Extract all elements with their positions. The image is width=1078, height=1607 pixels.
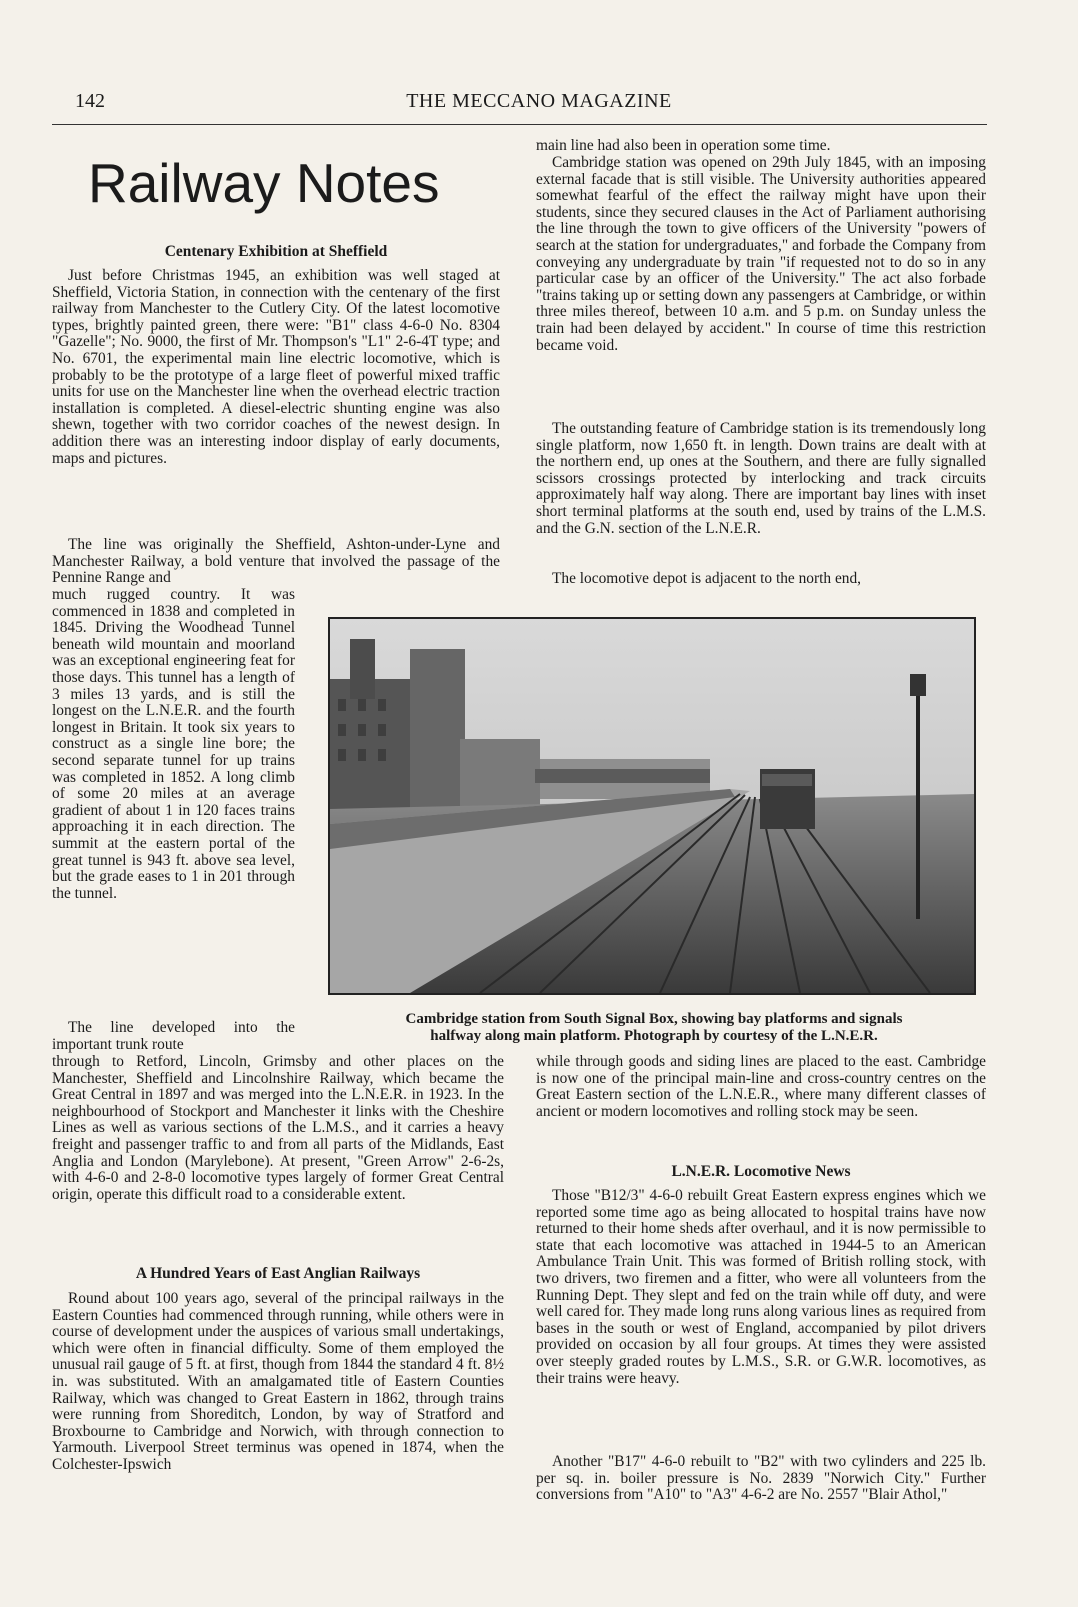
- paragraph-sheffield-exhibition: Just before Christmas 1945, an exhibition was well staged at Sheffield, Victoria Station, in connection with the centenary of the first railway from Manchester to the Cutlery City. Of the latest locomotive types, brightly painted green, there were: "B1" class 4-6-0 No. 8304 "Gazelle"; No. 9000, the first of Mr. Thompson's "L1" 2-6-4T type; and No. 6701, the experimental main line electric locomotive, which is probably to be the prototype of a large fleet of powerful mixed traffic units for use on the Manchester line when the overhead electric traction installation is completed. A diesel-electric shunting engine was also shewn, together with two corridor coaches of the newest design. In addition there was an interesting indoor display of early documents, maps and pictures.: [52, 267, 500, 467]
- paragraph-sheffield-history: The line was originally the Sheffield, Ashton-under-Lyne and Manchester Railway, a bold venture that involved the passage of the Pennine Range and: [52, 536, 500, 587]
- magazine-title: THE MECCANO MAGAZINE: [406, 90, 672, 112]
- paragraph-main-line: main line had also been in operation some time.: [536, 137, 831, 154]
- section-heading-east-anglian: A Hundred Years of East Anglian Railways: [135, 1265, 421, 1282]
- photo-caption: [320, 1011, 988, 1045]
- paragraph-cambridge-platform: The outstanding feature of Cambridge station is its tremendously long single platform, now 1,650 ft. in length. Down trains are dealt with at the northern end, up ones at the Southern, and there are fully signalled scissors crossings protected by interlocking and track circuits approximately half way along. There are important bay lines with inset short terminal platforms at the south end, used by trains of the L.M.S. and the G.N. section of the L.N.E.R.: [536, 420, 986, 537]
- paragraph-cambridge-station: Cambridge station was opened on 29th July 1845, with an imposing external facade that is still visible. The University authorities appeared somewhat fearful of the effect the railway might have upon their students, since they secured clauses in the Act of Parliament authorising the line through the town to give officers of the University "powers of search at the station for undergraduates," and forbade the Company from conveying any undergraduate by train "if requested not to do so in any particular case by an officer of the University." The act also forbade "trains taking up or setting down any passengers at Cambridge, or within three miles thereof, between 10 a.m. and 5 p.m. on Sunday unless the train had been delayed by accident." In course of time this restriction became void.: [536, 154, 986, 354]
- paragraph-trunk-route: through to Retford, Lincoln, Grimsby and other places on the Manchester, Sheffield and Lincolnshire Railway, which became the Great Central in 1897 and was merged into the L.N.E.R. in 1923. In the neighbourhood of Stockport and Manchester it links with the Cheshire Lines as well as various sections of the L.M.S., and it carries a heavy freight and passenger traffic to and from all parts of the Midlands, East Anglia and London (Marylebone). At present, "Green Arrow" 2-6-2s, with 4-6-0 and 2-8-0 locomotive types largely of former Great Central origin, operate this difficult road to a considerable extent.: [52, 1053, 504, 1203]
- photo-caption-line-1: Cambridge station from South Signal Box, showing bay platforms and signals: [405, 1011, 903, 1027]
- paragraph-woodhead-tunnel: much rugged country. It was commenced in 1838 and completed in 1845. Driving the Woodhead Tunnel beneath wild mountain and moorland was an exceptional engineering feat for those days. This tunnel has a length of 3 miles 13 yards, and is still the longest on the L.N.E.R. and the fourth longest in Britain. It took six years to construct as a single line bore; the second separate tunnel for up trains was completed in 1852. A long climb of some 20 miles at an average gradient of about 1 in 120 faces trains approaching it in each direction. The summit at the eastern portal of the great tunnel is 943 ft. above sea level, but the grade eases to 1 in 201 through the tunnel.: [52, 586, 295, 902]
- paragraph-trunk-route-start: The line developed into the important trunk route: [52, 1019, 295, 1053]
- header-rule: [52, 124, 987, 125]
- section-heading-sheffield: Centenary Exhibition at Sheffield: [164, 243, 388, 260]
- station-photograph: [328, 617, 976, 995]
- paragraph-locomotive-depot: The locomotive depot is adjacent to the north end,: [552, 570, 862, 587]
- paragraph-b17-rebuild: Another "B17" 4-6-0 rebuilt to "B2" with two cylinders and 225 lb. per sq. in. boiler pressure is No. 2839 "Norwich City." Further conversions from "A10" to "A3" 4-6-2 are No. 2557 "Blair Athol,": [536, 1453, 986, 1504]
- station-photo-illustration: [330, 619, 974, 993]
- paragraph-goods-lines: while through goods and siding lines are placed to the east. Cambridge is now one of the principal main-line and cross-country centres on the Great Eastern section of the L.N.E.R., where many different classes of ancient or modern locomotives and rolling stock may be seen.: [536, 1053, 986, 1120]
- paragraph-ambulance-trains: Those "B12/3" 4-6-0 rebuilt Great Eastern express engines which we reported some time ago as being allocated to hospital trains have now returned to their home sheds after overhaul, and it is now permissible to state that each locomotive was attached in 1944-5 to an American Ambulance Train Unit. This was formed of British rolling stock, with two drivers, two firemen and a fitter, who were all volunteers from the Running Dept. They slept and fed on the train while off duty, and were well cared for. They made long runs along various lines as required from bases in the south or west of England, accompanied by pilot drivers provided on occasion by all four groups. At times they were assisted over steeply graded routes by L.M.S., S.R. or G.W.R. locomotives, as their trains were heavy.: [536, 1187, 986, 1387]
- article-title: Railway Notes: [88, 152, 440, 214]
- section-heading-lner-news: L.N.E.R. Locomotive News: [671, 1163, 851, 1180]
- photo-caption-line-2: halfway along main platform. Photograph by courtesy of the L.N.E.R.: [430, 1028, 878, 1044]
- page-number: 142: [75, 90, 105, 112]
- paragraph-east-anglian: Round about 100 years ago, several of the principal railways in the Eastern Counties had commenced through running, while others were in course of development under the auspices of various small undertakings, which were often in financial difficulty. Some of them employed the unusual rail gauge of 5 ft. at first, though from 1844 the standard 4 ft. 8½ in. was substituted. With an amalgamated title of Eastern Counties Railway, which was changed to Great Eastern in 1862, through trains were running from Shoreditch, London, by way of Stratford and Broxbourne to Cambridge and Norwich, with through connection to Yarmouth. Liverpool Street terminus was opened in 1874, when the Colchester-Ipswich: [52, 1290, 504, 1473]
